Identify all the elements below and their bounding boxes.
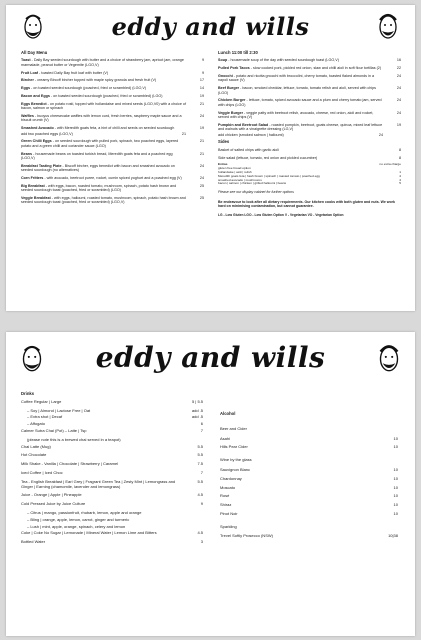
drink-name: – Soy | Almond | Lactose Free | Oat [27, 407, 91, 413]
drink-name: Shiraz [220, 502, 232, 508]
drink-price: 7 [200, 427, 203, 433]
menu-item-desc: - with avocado, beetroot puree, rocket, cumin spiced yoghurt and a poached egg (V) [43, 176, 182, 181]
menu-item-desc: - veggie patty with beetroot relish, avocado, cheese, red onion, aioli and rocket, served with chips (V) [218, 110, 374, 120]
menu-item-text [21, 164, 192, 173]
menu-item-text [21, 78, 192, 82]
alcohol-title: Alcohol [220, 411, 236, 416]
chef-face-right-icon [377, 11, 399, 43]
drink-price: add .5 [191, 414, 203, 420]
drink-price: 10 [393, 484, 398, 490]
lunch-column [218, 51, 401, 218]
menu-item-text [218, 86, 389, 95]
menu-item-desc: - with eggs, bacon, roasted tomato, mushroom, spinach, potato hash brown and seeded sourdough toast (poached, fried or scrambled) (LGO) [21, 183, 177, 193]
menu-item-desc: - with Meredith goats feta, a hint of chilli and seeds on seeded sourdough [53, 126, 175, 131]
menu-item-price: 19 [199, 126, 204, 131]
menu-item-name: Green Chilli Eggs [21, 139, 52, 144]
menu-item-price: 24 [396, 98, 401, 103]
drink-name: Hot Chocolate [21, 452, 47, 458]
sparkling-title: Sparkling [220, 523, 237, 529]
drink-price: 6 [200, 421, 203, 427]
drink-name: Juice - Orange | Apple | Pineapple [21, 492, 82, 498]
menu-item-desc: - slow cooked pork, pickled red onion, slaw and chilli aioli in soft flour tortillas (2) [249, 66, 382, 71]
drink-price: 5.5 [197, 478, 203, 484]
lunch-items [218, 58, 401, 137]
drink-item [21, 400, 203, 405]
drink-item [220, 437, 398, 442]
drink-name: Coffee Regular | Large [21, 398, 62, 404]
menu-item-text [21, 86, 192, 90]
drink-item [21, 502, 203, 507]
drink-price: 10 [393, 475, 398, 481]
extras-desc: smashed avocado | mushrooms [218, 177, 262, 182]
menu-item [21, 102, 204, 111]
section-title: All Day Menu [21, 50, 48, 55]
drink-price [183, 438, 203, 443]
extras-desc: bacon | salmon | chicken | grilled halloumi | beans [218, 181, 287, 186]
menu-item-price: 24 [199, 163, 204, 168]
drink-item [21, 438, 203, 443]
chef-face-right-icon [377, 342, 401, 376]
drink-name: Pinot Noir [220, 510, 238, 516]
drink-item [21, 531, 203, 536]
drink-name: – Affogato [27, 421, 45, 427]
drink-name: – Bling | orange, apple, lemon, carrot, ginger and turmeric [27, 516, 130, 522]
sparkling-items [220, 534, 398, 539]
drinks-items [21, 400, 203, 545]
menu-item-price: 21 [199, 151, 204, 156]
wine-title: Wine by the glass [220, 457, 252, 463]
extras-list [218, 167, 401, 186]
drink-item [21, 480, 203, 490]
menu-item-desc: - on potato rosti, topped with hollandaise and mixed seeds (LGO,V0) with a choice of bacon, salmon or spinach [21, 101, 187, 111]
menu-item [21, 196, 204, 205]
drink-item [21, 525, 203, 530]
menu-item [21, 78, 204, 82]
extras-column-head: no extra charge [379, 162, 401, 167]
menu-item-text [218, 156, 389, 160]
menu-item-desc: - Biscoff bircher, eggs benedict with bacon and smashed avocado on seeded sourdough (no alternatives) [21, 163, 175, 173]
menu-item-name: Chicken Burger [218, 98, 246, 103]
menu-item [21, 176, 204, 180]
menu-item-desc: - on seeded sourdough with pulled pork, spinach, two poached eggs, layered potato and a green chilli and coriander sauce (LGO) [21, 139, 179, 148]
drink-name: Hills Pear Cider [220, 444, 248, 450]
drink-price: 10 [393, 502, 398, 508]
menu-item-text [21, 114, 192, 123]
drink-item [21, 422, 203, 427]
sides-items [218, 148, 401, 160]
menu-item-name: Eggs Benedict [21, 101, 47, 106]
menu-item-desc: - bacon, smoked cheddar, lettuce, tomato, tomato relish and aioli, served with chips (LGO) [218, 86, 377, 95]
drink-name: – Lush | mint, apple, orange, spinach, celery and lemon [27, 523, 126, 529]
drink-item [21, 415, 203, 420]
menu-item-text [21, 126, 192, 136]
menu-item-desc: - housemade soup of the day with seeded sourdough toast (LGO,V) [227, 58, 339, 63]
drink-item [220, 477, 398, 482]
menu-item-desc: - on toasted seeded sourdough (poached, fried or scrambled) (LGO,V) [30, 86, 147, 91]
drink-price: 3 [200, 539, 203, 545]
drink-item [220, 534, 398, 539]
drink-price [183, 511, 203, 516]
extras-desc: hollandaise | aioli | relish [218, 170, 252, 175]
menu-item-text [218, 66, 389, 70]
menu-item-price: 25 [199, 196, 204, 201]
menu-item [21, 58, 204, 67]
menu-item-price: 24 [396, 74, 401, 78]
drink-item [21, 511, 203, 516]
drink-price: 7.5 [197, 461, 203, 467]
menu-item-name: Beans [21, 151, 33, 156]
drink-item [21, 429, 203, 434]
menu-item-name: Veggie Breakfast [21, 196, 51, 201]
drink-item [21, 518, 203, 523]
menu-item [21, 126, 204, 136]
menu-item-text [21, 102, 192, 111]
menu-item [21, 184, 204, 193]
extras-row [218, 182, 401, 186]
menu-item-text [218, 148, 389, 152]
menu-item-price: 21 [199, 139, 204, 144]
drink-name: Rosé [220, 493, 230, 499]
extras-desc: Meredith goats feta | hash brown | spinach | roasted tomato | poached egg [218, 173, 320, 178]
drink-item [220, 445, 398, 450]
drink-price: 5 | 5.5 [191, 398, 203, 404]
drink-price: 10|38 [388, 532, 398, 538]
menu-item [21, 71, 204, 75]
drink-item [21, 409, 203, 414]
menu-item-desc: - toasted Daily Bay fruit loaf with butter (V) [38, 70, 109, 75]
drink-name: Cold Pressed Juice by Juice Culture [21, 501, 86, 507]
menu-item-text [21, 152, 192, 161]
menu-item-name: Eggs [21, 86, 31, 91]
drink-item [21, 471, 203, 476]
drink-name: Trevel Softly Prosecco (NSW) [220, 532, 273, 538]
dietary-legend: LG - Low Gluten LGO - Low Gluten Option V - Vegetarian VO - Vegetarian Option [218, 213, 344, 218]
menu-item-price: 21 [199, 101, 204, 106]
menu-item-desc: - buoyus cheesecake waffles with lemon curd, fresh berries, raspberry maple sauce and a biscuit crumb (V) [21, 114, 182, 123]
section-title: Lunch 11:00 till 2:30 [218, 50, 258, 55]
drink-price: add .5 [191, 407, 203, 413]
allergy-note: Be endeavour to look after all dietary requirements. Our kitchen cooks with both gluten and nuts. We work hard on minimising contamination, but cannot guarantee. [218, 199, 395, 209]
menu-item-text [21, 58, 192, 67]
menu-item-price: 19 [199, 94, 204, 98]
menu-item-name: Corn Fritters [21, 176, 44, 181]
menu-item [21, 94, 204, 98]
drink-item [220, 486, 398, 491]
extras-desc: gluten free bread option [218, 166, 251, 171]
alcohol-column [220, 412, 398, 542]
all-day-items [21, 58, 204, 204]
menu-item [218, 98, 401, 107]
menu-item [21, 164, 204, 173]
drink-name: (please note this is a brewed chai served in a teapot) [27, 436, 121, 442]
menu-item-price: 9 [201, 58, 204, 63]
drink-name: – Citrus | mango, passionfruit, rhubarb, lemon, apple and orange [27, 509, 142, 515]
menu-item-price: 22 [396, 66, 401, 71]
menu-item-name: Bircher [21, 78, 34, 83]
extras-price: 1 [399, 170, 401, 175]
menu-item-desc: - with eggs, halloumi, roasted tomato, mushroom, spinach, potato hash brown and seeded sourdough toast (poached, fried or scrambled) (LGO,V) [21, 196, 186, 205]
menu-item-price: 17 [199, 78, 204, 83]
extras-price: 4 [399, 177, 401, 182]
menu-item [218, 123, 401, 137]
menu-item [218, 74, 401, 83]
drink-price: 5.5 [197, 443, 203, 449]
menu-item-name: Bacon and Eggs [21, 94, 50, 98]
drink-price: 10 [393, 435, 398, 441]
menu-item-name: Big Breakfast [21, 183, 45, 188]
menu-item-price: 25 [199, 183, 204, 188]
drink-item [21, 462, 203, 467]
drink-name: Moscato [220, 484, 236, 490]
menu-item-text [21, 139, 192, 148]
menu-item-desc: Side salad (lettuce, tomato, red onion and pickled cucumber) [218, 155, 318, 160]
drink-price: 10 [393, 466, 398, 472]
drink-item [220, 468, 398, 473]
menu-item-price: 24 [199, 114, 204, 118]
menu-item-name: Pumpkin and Beetroot Salad [218, 122, 269, 127]
drink-name: Chai Latte (Mug) [21, 443, 51, 449]
menu-item-price: 19 [396, 122, 401, 127]
menu-item-text [21, 184, 192, 193]
wine-items [220, 468, 398, 517]
drink-item [220, 512, 398, 517]
menu-item-text [218, 123, 389, 137]
menu-item-desc: - housemade beans on toasted turkish bread, Meredith goats feta and a poached egg (LGO,V) [21, 151, 173, 161]
beer-title: Beer and Cider [220, 425, 247, 431]
menu-item [218, 58, 401, 62]
brand-logo: eddy and wills [95, 341, 326, 374]
menu-item-extra-price: 21 [181, 131, 186, 136]
menu-item-desc: - on toasted seeded sourdough (poached, fried or scrambled) (LGO) [49, 94, 163, 98]
menu-item-desc: - lettuce, tomato, spiced avocado sauce and a plum and cherry tomato jam, served with chips (LGO) [218, 98, 382, 107]
menu-item [21, 152, 204, 161]
menu-item-text [21, 94, 192, 98]
menu-item-text [218, 58, 389, 62]
all-day-menu-column [21, 51, 204, 208]
menu-item [21, 86, 204, 90]
menu-item-text [21, 196, 192, 205]
drink-price: 4.5 [197, 530, 203, 536]
drinks-column [21, 392, 203, 549]
menu-item [218, 148, 401, 152]
menu-item-desc: - potato and ricotta gnocchi with broccolini, cherry tomato, toasted flaked almonds in a napoli sauce (V) [218, 74, 374, 83]
beer-items [220, 437, 398, 451]
drink-price: 4.5 [197, 492, 203, 498]
menu-item-price: 8 [398, 147, 401, 152]
drink-item [21, 453, 203, 458]
menu-item-text [21, 71, 192, 75]
menu-item-price: 24 [396, 110, 401, 115]
drink-item [220, 494, 398, 499]
drink-name: Iced Coffee | Iced Choc [21, 469, 63, 475]
drink-item [21, 493, 203, 498]
drink-name: Sauvignon Blanc [220, 466, 251, 472]
drink-name: Tea - English Breakfast | Earl Grey | Fragrant Green Tea | Zesty Mint | Lemongrass and Ginger | Earning (chamomile, lavender and lemongrass) [21, 478, 176, 489]
menu-item-name: Beef Burger [218, 86, 240, 91]
menu-item-name: Fruit Loaf [21, 70, 39, 75]
menu-item-text [21, 176, 192, 180]
menu-item-text [218, 74, 389, 83]
menu-item-desc: - Daily Bay seeded sourdough with butter and a choice of strawberry jam, apricot jam, orange marmalade, peanut butter or Vegemite (LGO,V) [21, 58, 184, 67]
menu-item-price: 24 [396, 86, 401, 91]
drink-price: 10 [393, 493, 398, 499]
menu-item-price: 8 [398, 155, 401, 160]
extras-price: 4 [399, 173, 401, 178]
drink-name: Coke | Coke No Sugar | Lemonade | Mineral Water | Lemon Lime and Bitters [21, 530, 157, 536]
menu-item-price: 16 [396, 58, 401, 63]
drink-price: 5.5 [197, 452, 203, 458]
menu-item [21, 139, 204, 148]
drink-price [183, 518, 203, 523]
extras-title: Extras [218, 162, 228, 167]
menu-item-name: Gnocchi [218, 74, 233, 78]
menu-item [218, 86, 401, 95]
menu-item-extra-desc: add two poached eggs (LGO,V) [21, 131, 73, 136]
menu-item-extra [21, 132, 186, 136]
sides-title: Sides [218, 139, 230, 145]
menu-item-text [218, 98, 389, 107]
drink-price: 9 [200, 501, 203, 507]
menu-item-extra-price: 24 [378, 132, 383, 137]
drink-name: Chardonnay [220, 475, 242, 481]
drink-name: – Extra shot | Decaf [27, 414, 63, 420]
menu-item-name: Soup [218, 58, 228, 63]
menu-item-text [218, 111, 389, 120]
drink-name: Bottled Water [21, 539, 46, 545]
menu-item [218, 66, 401, 70]
extras-price: 5 [399, 181, 401, 186]
drink-item [220, 503, 398, 508]
menu-item [218, 111, 401, 120]
drink-price [183, 525, 203, 530]
advise-note: Please see our display cabinet for further options [218, 190, 294, 195]
drinks-title: Drinks [21, 391, 35, 396]
menu-item-price: 24 [199, 176, 204, 181]
menu-item-name: Toast [21, 58, 31, 63]
brand-logo: eddy and wills [111, 12, 310, 41]
menu-item-extra [218, 133, 383, 137]
menu-item-desc: - roasted pumpkin, beetroot, goats cheese, quinoa, mixed leaf lettuce and walnuts with a vinaigrette dressing (LG,V) [218, 122, 383, 132]
menu-item-name: Veggie Burger [218, 110, 243, 115]
menu-item-name: Pulled Pork Tacos [218, 66, 250, 71]
menu-item-extra-desc: add chicken (smoked salmon | halloumi) [218, 132, 284, 137]
menu-item [21, 114, 204, 123]
extras-block [218, 163, 401, 186]
drink-price: 7 [200, 469, 203, 475]
menu-page-2 [6, 332, 415, 636]
drink-price: 10 [393, 444, 398, 450]
menu-item-name: Smashed Avocado [21, 126, 54, 131]
drink-item [21, 540, 203, 545]
drink-price: 10 [393, 510, 398, 516]
menu-item-name: Waffles [21, 114, 34, 118]
drink-item [21, 445, 203, 450]
drink-name: Asahi [220, 435, 231, 441]
menu-item-name: Breakfast Tasting Plate [21, 163, 62, 168]
menu-item [218, 156, 401, 160]
menu-item-desc: - creamy Bircoff bircher topped with maple spicy granola and fresh fruit (V) [33, 78, 157, 83]
menu-item-desc: Basket of salted chips with garlic aioli [218, 147, 279, 152]
menu-page-1 [6, 5, 415, 311]
menu-item-price: 14 [199, 86, 204, 91]
drink-name: Milk Shake - Vanilla | Chocolate | Strawberry | Caramel [21, 461, 119, 467]
menu-item-price: 9 [201, 70, 204, 75]
drink-name: Calmer Sutra Chai (Pot) – Latte | Tsp [21, 427, 87, 433]
